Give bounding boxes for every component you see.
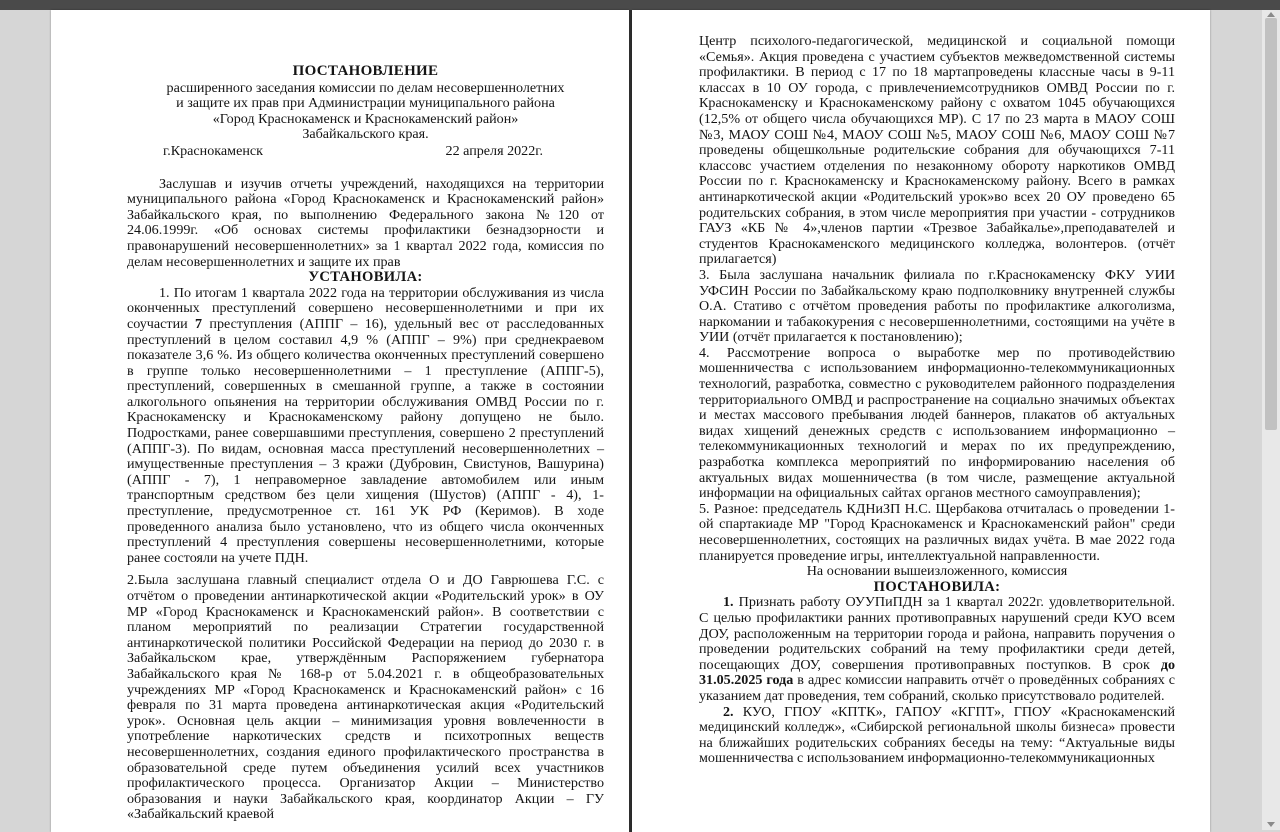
vertical-scrollbar[interactable] <box>1262 10 1280 830</box>
scrollbar-thumb[interactable] <box>1265 18 1277 430</box>
intro-paragraph: Заслушав и изучив отчеты учреждений, находящихся на территории муниципального района «Город Краснокаменск и Краснокаменский район» Забайкальского края, по выполнению Федерального закона №120 от 24.06.1999г. «Об основах системы профилактики безнадзорности и правонарушений несовершеннолетних» за 1 квартал 2022 года, комиссия по делам несовершеннолетних и защите их прав <box>127 175 604 270</box>
scroll-up-arrow-icon[interactable] <box>1267 12 1275 17</box>
basis-line: На основании вышеизложенного, комиссия <box>806 563 1068 580</box>
resolution-1-text-a: Признать работу ОУУПиПДН за 1 квартал 2022г. удовлетворительной. С целью профилактики ранних противоправных нарушений среди КУО всем ДОУ, расположенным на территории города и района, направить поручения о проведении родительских собраний на тему профилактики среди детей, посещающих ДОУ, совершения противоправных поступков. В срок <box>699 594 1175 673</box>
paragraph-1-text-b: преступления (АППГ – 16), удельный вес от расследованных преступлений в целом составил 4,9 % (АППГ – 9%) при среднекраевом показателе 3,6 %. Из общего количества оконченных преступлений совершено в группе только несовершеннолетними – 1 преступление (АППГ-5), преступлений, совершенных в смешанной группе, а также в состоянии алкогольного опьянения на территории обслуживания ОМВД России по г. Краснокаменску и Краснокаменскому району допущено не было. Подростками, ранее совершавшими преступления, совершено 2 преступлений (АППГ-3). По видам, основная масса преступлений несовершеннолетних – имущественные преступления – 3 кражи (Дубровин, Свистунов, Вашурина) (АППГ - 7), 1 неправомерное завладение автомобилем или иным транспортным средством без цели хищения (Шустов) (АППГ - 4), 1- преступление, предусмотренное ст. 161 УК РФ (Керимов). В ходе проведенного анализа было установлено, что из общего числа оконченных преступлений 4 преступления совершены несовершеннолетними, которые ранее состояли на учете ПДН. <box>127 315 604 566</box>
resolution-2 <box>699 705 1175 767</box>
resolved-heading: ПОСТАНОВИЛА: <box>873 578 1001 595</box>
document-page-left <box>51 10 629 832</box>
paragraph-1 <box>127 286 604 567</box>
document-page-right <box>632 10 1210 832</box>
subtitle-line-3: «Город Краснокаменск и Краснокаменский район» <box>212 110 519 127</box>
scroll-down-arrow-icon[interactable] <box>1267 822 1275 827</box>
resolution-1-text-b: в адрес комиссии направить отчёт о проведённых собраниях с указанием дат проведения, тем собраний, сколько присутствовало родителей. <box>699 672 1175 704</box>
paragraph-1-count: 7 <box>195 315 203 332</box>
resolution-1-number: 1. <box>723 594 734 611</box>
paragraph-2-continued: Центр психолого-педагогической, медицинской и социальной помощи «Семья». Акция проведена с участием субъектов межведомственной системы профилактики. В период с 17 по 18 мартапроведены классные часы в 9-11 классах в 10 ОУ города, с привлечениемсотрудников ОМВД России по г. Краснокаменску и Краснокаменскому району с охватом 1045 обучающихся (12,5% от общего числа обучающихся МР). С 17 по 23 марта в МАОУ СОШ №3, МАОУ СОШ №4, МАОУ СОШ №5, МАОУ СОШ №6, МАОУ СОШ №7 проведены общешкольные родительские собрания для обучающихся 7-11 классовс участием отделения по незаконному обороту наркотиков ОМВД России по г. Краснокаменску и Краснокаменскому району. Всего в рамках антинаркотической акции «Родительский урок»во всех 20 ОУ проведено 65 родительских собрания, в этом числе мероприятия при участии - сотрудников ГАУЗ «КБ № 4»,членов партии «Трезвое Забайкалье»,преподавателей и студентов Краснокаменского медицинского колледжа, волонтеров. (отчёт прилагается) <box>699 33 1175 268</box>
place: г.Краснокаменск <box>163 142 263 159</box>
resolution-2-number: 2. <box>723 703 734 720</box>
paragraph-4: 4. Рассмотрение вопроса о выработке мер по противодействию мошенничества с использованием информационно-телекоммуникационных технологий, разработка, совместно с руководителем районного подразделения территориального ОМВД и распространение на социально значимых объектах и местах массового пребывания людей баннеров, плакатов об актуальных видах хищений денежных средств с использованием информационно – телекоммуникационных технологий и мерах по их предупреждению, разработка комплекса мероприятий по информированию населения об актуальных видах мошенничества (в том числе, размещение актуальной информации на официальных сайтах органов местного самоуправления); <box>699 344 1175 502</box>
paragraph-2: 2.Была заслушана главный специалист отдела О и ДО Гаврюшева Г.С. с отчётом о проведении антинаркотической акции «Родительский урок» в ОУ МР «Город Краснокаменск и Краснокаменский район». В соответствии с планом мероприятий по реализации Стратегии государственной антинаркотической политики Российской Федерации на период до 2030 г. в Забайкальском крае, утверждённым Распоряжением губернатора Забайкальского края № 168-р от 5.04.2021 г. в общеобразовательных учреждениях МР «Город Краснокаменск и Краснокаменский район» с 16 февраля по 31 марта проведена антинаркотическая акция «Родительский урок». Основная цель акции – минимизация уровня вовлеченности в употребление наркотических средств и психотропных веществ несовершеннолетних, создания единого профилактического пространства в образовательной среде путем объединения усилий всех участников профилактического процесса. Организатор Акции – Министерство образования и науки Забайкальского края, координатор Акции – ГУ «Забайкальский краевой <box>127 572 604 823</box>
paragraph-1-text-a: 1. По итогам 1 квартала 2022 года на территории обслуживания из числа оконченных преступлений совершено несовершеннолетними и при их соучастии <box>127 284 604 332</box>
document-title: ПОСТАНОВЛЕНИЕ <box>292 63 439 79</box>
subtitle-line-2: и защите их прав при Администрации муниципального района <box>176 95 555 112</box>
subtitle-line-1: расширенного заседания комиссии по делам несовершеннолетних <box>166 79 565 96</box>
established-heading: УСТАНОВИЛА: <box>308 269 423 286</box>
subtitle-line-4: Забайкальского края. <box>302 126 429 143</box>
page-left-content <box>127 64 604 823</box>
page-right-content <box>699 34 1175 767</box>
resolution-2-text: КУО, ГПОУ «КПТК», ГАПОУ «КГПТ», ГПОУ «Краснокаменский медицинский колледж», «Сибирской региональной школы бизнеса» провести на ближайших родительских собраниях беседы на тему: “Актуальные виды мошенничества с использованием информационно-телекоммуникационных <box>699 703 1175 767</box>
place-date-row <box>127 144 604 160</box>
paragraph-3: 3. Была заслушана начальник филиала по г.Краснокаменску ФКУ УИИ УФСИН России по Забайкальскому краю подполковнику внутренней службы О.А. Стативо с отчётом проведения работы по профилактике алкоголизма, наркомании и табакокурения с несовершеннолетними, состоящими на учёте в УИИ (отчёт прилагается к постановлению); <box>699 266 1175 346</box>
date: 22 апреля 2022г. <box>445 142 543 159</box>
paragraph-5: 5. Разное: председатель КДНиЗП Н.С. Щербакова отчиталась о проведении 1-ой спартакиаде МР "Город Краснокаменск и Краснокаменский район" среди несовершеннолетних, состоящих на различных видах учёта. В мае 2022 года планируется проведение игры, интеллектуальной направленности. <box>699 500 1175 564</box>
resolution-1 <box>699 595 1175 704</box>
viewer-top-bar <box>0 0 1280 10</box>
resolution-1-deadline: до 31.05.2025 года <box>699 656 1175 689</box>
